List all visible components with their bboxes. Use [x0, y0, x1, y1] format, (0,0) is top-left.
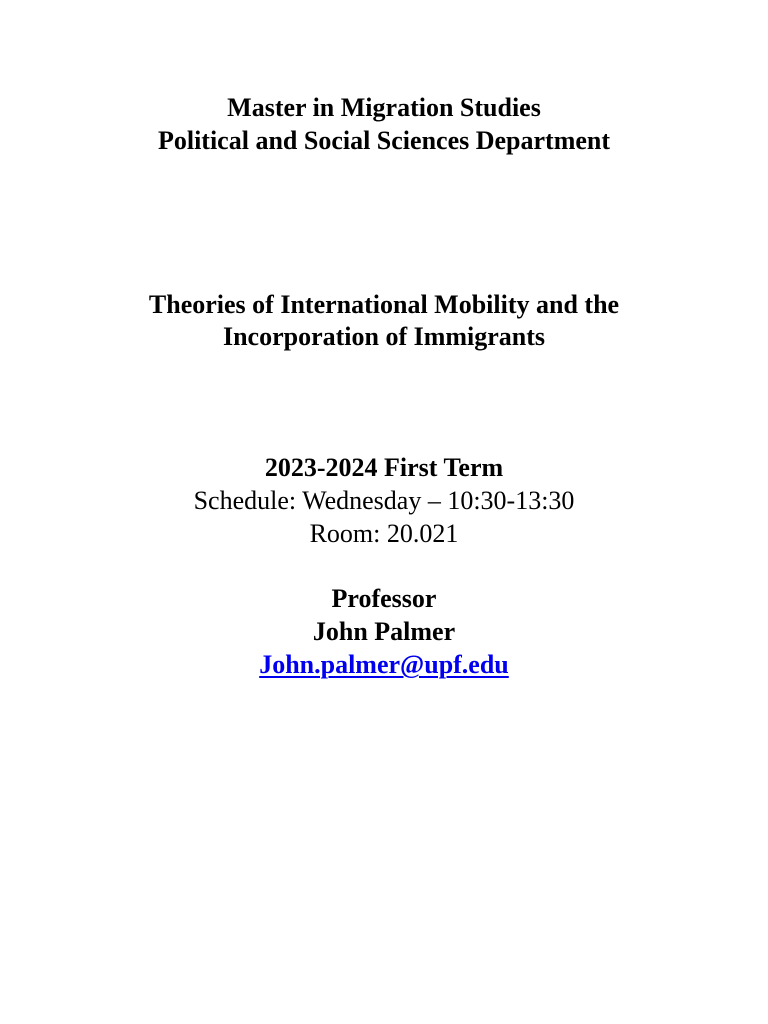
schedule-text: Schedule: Wednesday – 10:30-13:30: [193, 486, 575, 515]
professor-label: Professor: [331, 584, 437, 613]
professor-email-link[interactable]: John.palmer@upf.edu: [259, 650, 509, 679]
program-title: Master in Migration Studies: [227, 93, 541, 122]
room-text: Room: 20.021: [309, 519, 459, 548]
term-label: 2023-2024 First Term: [264, 453, 504, 482]
course-title-line-2: Incorporation of Immigrants: [222, 322, 546, 351]
professor-name: John Palmer: [312, 617, 456, 646]
course-title-line-1: Theories of International Mobility and the: [148, 290, 620, 319]
department-title: Political and Social Sciences Department: [157, 126, 611, 155]
professor-email-row: [0, 649, 768, 681]
